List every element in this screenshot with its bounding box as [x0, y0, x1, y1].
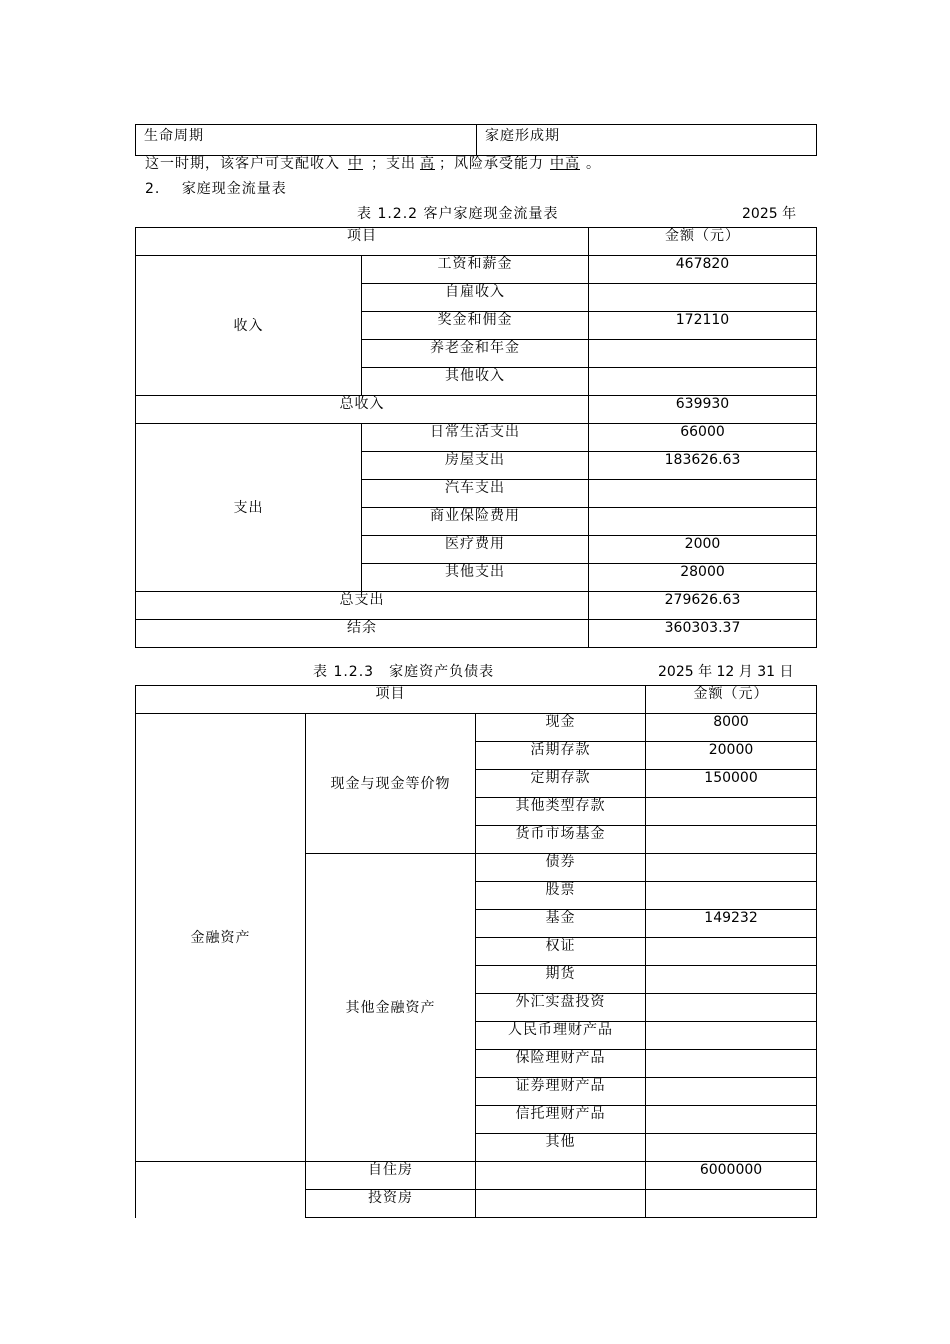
- real-estate-row-label: 投资房: [306, 1190, 476, 1218]
- income-row-value: [589, 340, 817, 368]
- section-title: 家庭现金流量表: [181, 181, 287, 197]
- financial-assets-group: 金融资产: [136, 714, 306, 1162]
- asset-row-label: 债券: [476, 854, 646, 882]
- asset-row-label: 期货: [476, 966, 646, 994]
- real-estate-row-value: [646, 1190, 817, 1218]
- asset-row-value: [646, 1078, 817, 1106]
- risk-level: 中高: [550, 156, 580, 172]
- asset-row-value: 8000: [646, 714, 817, 742]
- asset-row-value: 149232: [646, 910, 817, 938]
- expense-row-value: 28000: [589, 564, 817, 592]
- asset-row-label: 外汇实盘投资: [476, 994, 646, 1022]
- asset-row-value: [646, 854, 817, 882]
- income-level: 中: [348, 156, 363, 172]
- lifecycle-value: 家庭形成期: [477, 125, 817, 156]
- real-estate-row-blank: [476, 1190, 646, 1218]
- income-row-label: 其他收入: [362, 368, 589, 396]
- asset-row-value: [646, 938, 817, 966]
- asset-row-value: [646, 994, 817, 1022]
- asset-row-value: [646, 1134, 817, 1162]
- asset-row-label: 权证: [476, 938, 646, 966]
- section-number: 2.: [145, 181, 161, 197]
- real-estate-row-label: 自住房: [306, 1162, 476, 1190]
- cashflow-date: 2025 年: [742, 206, 797, 222]
- surplus-label: 结余: [136, 620, 589, 648]
- real-estate-row-blank: [476, 1162, 646, 1190]
- expense-row-value: 66000: [589, 424, 817, 452]
- balance-header-amount: 金额（元）: [646, 686, 817, 714]
- surplus-value: 360303.37: [589, 620, 817, 648]
- expense-row-label: 商业保险费用: [362, 508, 589, 536]
- expense-row-value: [589, 508, 817, 536]
- section-heading: [145, 178, 287, 198]
- income-row-label: 奖金和佣金: [362, 312, 589, 340]
- asset-row-value: 20000: [646, 742, 817, 770]
- expense-row-label: 医疗费用: [362, 536, 589, 564]
- real-estate-row-value: 6000000: [646, 1162, 817, 1190]
- cashflow-header-amount: 金额（元）: [589, 228, 817, 256]
- asset-row-label: 保险理财产品: [476, 1050, 646, 1078]
- asset-row-label: 定期存款: [476, 770, 646, 798]
- income-row-value: 172110: [589, 312, 817, 340]
- lifecycle-label: 生命周期: [136, 125, 477, 156]
- total-income-value: 639930: [589, 396, 817, 424]
- balance-table: [135, 685, 817, 1218]
- cashflow-caption: 表 1.2.2 客户家庭现金流量表: [357, 206, 559, 222]
- balance-date: 2025 年 12 月 31 日: [658, 664, 794, 680]
- asset-row-label: 证券理财产品: [476, 1078, 646, 1106]
- expense-row-value: 2000: [589, 536, 817, 564]
- total-income-label: 总收入: [136, 396, 589, 424]
- asset-row-value: [646, 1022, 817, 1050]
- asset-row-label: 基金: [476, 910, 646, 938]
- asset-row-value: [646, 826, 817, 854]
- real-estate-group: [136, 1162, 306, 1218]
- expense-row-value: 183626.63: [589, 452, 817, 480]
- asset-row-label: 人民币理财产品: [476, 1022, 646, 1050]
- expense-row-label: 其他支出: [362, 564, 589, 592]
- asset-row-label: 活期存款: [476, 742, 646, 770]
- expense-row-value: [589, 480, 817, 508]
- income-row-value: 467820: [589, 256, 817, 284]
- income-row-label: 工资和薪金: [362, 256, 589, 284]
- asset-row-value: [646, 1050, 817, 1078]
- asset-row-value: [646, 1106, 817, 1134]
- total-expense-label: 总支出: [136, 592, 589, 620]
- cashflow-table: [135, 227, 817, 648]
- expense-level: 高: [420, 156, 435, 172]
- asset-row-label: 股票: [476, 882, 646, 910]
- other-financial-group: 其他金融资产: [306, 854, 476, 1162]
- expense-group: 支出: [136, 424, 362, 592]
- lifecycle-table: [135, 124, 817, 156]
- asset-row-label: 货币市场基金: [476, 826, 646, 854]
- total-expense-value: 279626.63: [589, 592, 817, 620]
- asset-row-value: [646, 882, 817, 910]
- income-row-label: 养老金和年金: [362, 340, 589, 368]
- balance-header-item: 项目: [136, 686, 646, 714]
- asset-row-value: 150000: [646, 770, 817, 798]
- cash-group: 现金与现金等价物: [306, 714, 476, 854]
- asset-row-label: 其他类型存款: [476, 798, 646, 826]
- income-row-value: [589, 284, 817, 312]
- expense-row-label: 房屋支出: [362, 452, 589, 480]
- balance-caption: 表 1.2.3 家庭资产负债表: [313, 664, 495, 680]
- income-row-label: 自雇收入: [362, 284, 589, 312]
- asset-row-label: 信托理财产品: [476, 1106, 646, 1134]
- asset-row-value: [646, 966, 817, 994]
- summary-line: 这一时期，该客户可支配收入 中 ；支出 高 ；风险承受能力 中高 。: [145, 156, 601, 172]
- expense-row-label: 日常生活支出: [362, 424, 589, 452]
- expense-row-label: 汽车支出: [362, 480, 589, 508]
- income-row-value: [589, 368, 817, 396]
- income-group: 收入: [136, 256, 362, 396]
- asset-row-label: 现金: [476, 714, 646, 742]
- cashflow-header-item: 项目: [136, 228, 589, 256]
- asset-row-label: 其他: [476, 1134, 646, 1162]
- asset-row-value: [646, 798, 817, 826]
